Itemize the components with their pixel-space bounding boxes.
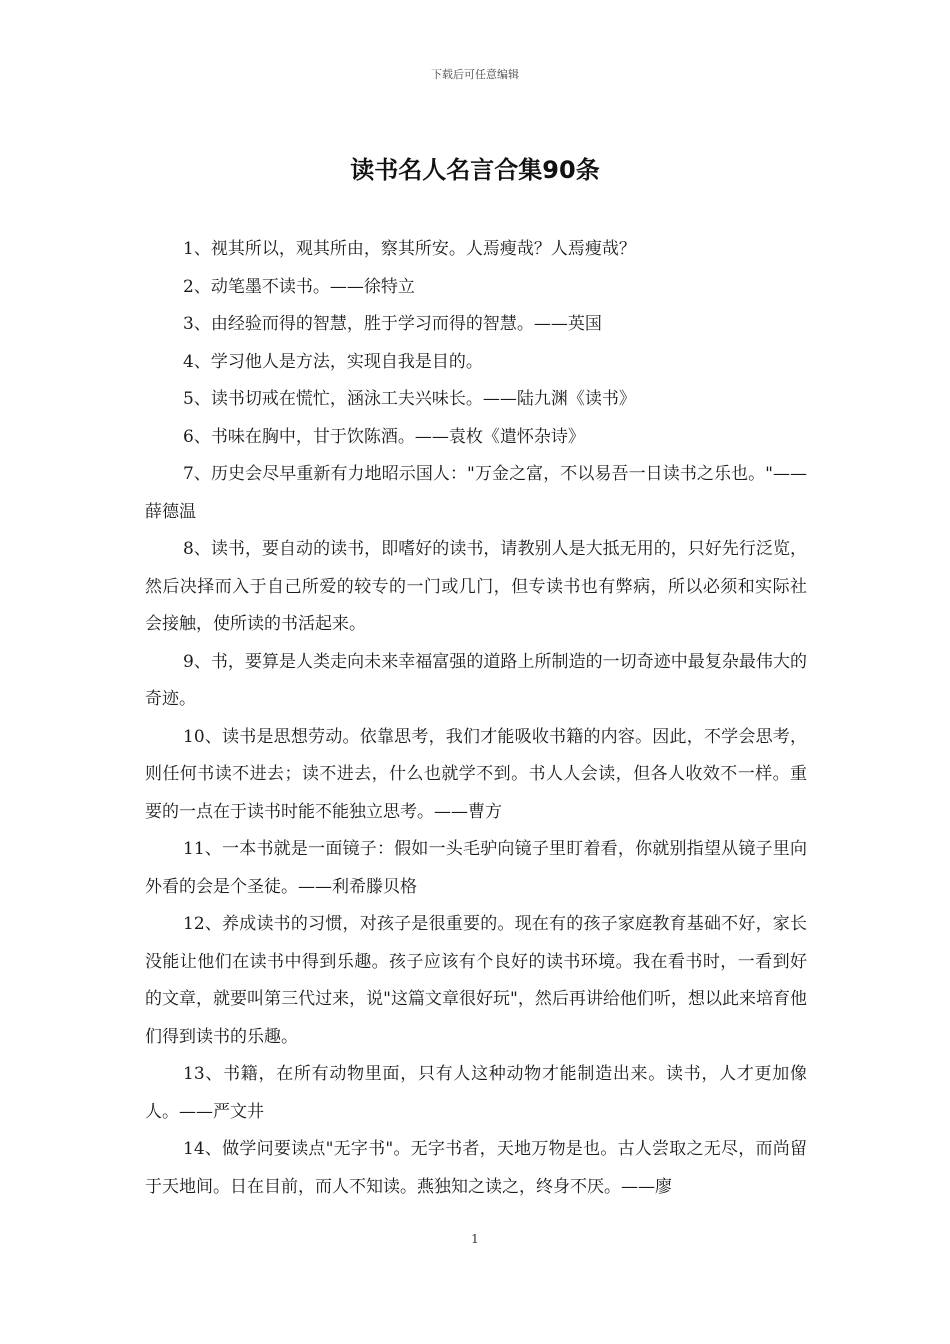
quote-item: 3、由经验而得的智慧，胜于学习而得的智慧。——英国 [183,314,602,334]
quote-item: 13、书籍，在所有动物里面，只有人这种动物才能制造出来。读书，人才更加像人。——严文井 [145,1064,807,1122]
page-number: 1 [471,1232,479,1246]
quote-item: 14、做学问要读点"无字书"。无字书者，天地万物是也。古人尝取之无尽，而尚留于天地间。日在目前，而人不知读。燕独知之读之，终身不厌。——廖 [145,1139,807,1197]
quote-item: 12、养成读书的习惯，对孩子是很重要的。现在有的孩子家庭教育基础不好，家长没能让他们在读书中得到乐趣。孩子应该有个良好的读书环境。我在看书时，一看到好的文章，就要叫第三代过来，说"这篇文章很好玩"，然后再讲给他们听，想以此来培育他们得到读书的乐趣。 [145,914,807,1047]
quote-item: 1、视其所以，观其所由，察其所安。人焉瘦哉？人焉瘦哉？ [183,239,636,259]
quote-item: 5、读书切戒在慌忙，涵泳工夫兴味长。——陆九渊《读书》 [183,389,636,409]
quotes-list [145,231,807,1206]
quote-item: 8、读书，要自动的读书，即嗜好的读书，请教别人是大抵无用的，只好先行泛览，然后决择而入于自己所爱的较专的一门或几门，但专读书也有弊病，所以必须和实际社会接触，使所读的书活起来。 [145,539,807,634]
quote-item: 9、书，要算是人类走向未来幸福富强的道路上所制造的一切奇迹中最复杂最伟大的奇迹。 [145,651,807,709]
quote-item: 10、读书是思想劳动。依靠思考，我们才能吸收书籍的内容。因此，不学会思考，则任何书读不进去；读不进去，什么也就学不到。书人人会读，但各人收效不一样。重要的一点在于读书时能不能独立思考。——曹方 [145,726,807,822]
page-title: 读书名人名言合集90条 [350,156,600,184]
quote-item: 2、动笔墨不读书。——徐特立 [183,276,415,297]
header-note: 下载后可任意编辑 [431,68,519,81]
quote-item: 4、学习他人是方法，实现自我是目的。 [183,351,483,372]
quote-item: 6、书味在胸中，甘于饮陈酒。——袁枚《遣怀杂诗》 [183,426,585,447]
quote-item: 7、历史会尽早重新有力地昭示国人："万金之富，不以易吾一日读书之乐也。"——薛德温 [145,464,807,522]
quote-item: 11、一本书就是一面镜子：假如一头毛驴向镜子里盯着看，你就别指望从镜子里向外看的会是个圣徒。——利希滕贝格 [145,839,807,897]
